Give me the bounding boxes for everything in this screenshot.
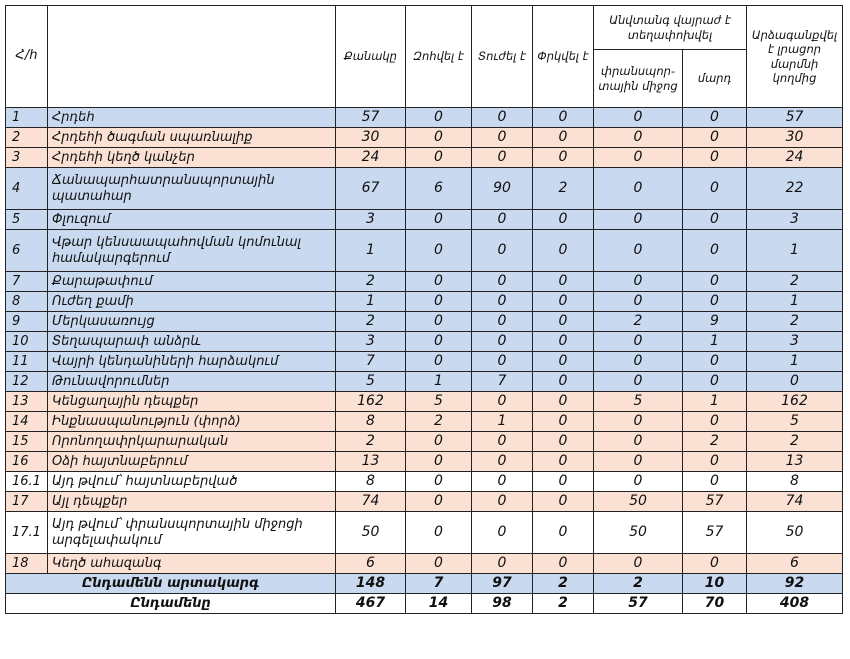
row-index: 13 bbox=[6, 392, 48, 412]
row-value: 2 bbox=[533, 168, 594, 210]
row-index: 12 bbox=[6, 372, 48, 392]
row-name: Հրդեհ bbox=[48, 108, 336, 128]
row-value: 0 bbox=[533, 148, 594, 168]
row-value: 0 bbox=[472, 492, 533, 512]
row-name: Այդ թվում՝ փրանսպորտային միջոցի արգելափակում bbox=[48, 512, 336, 554]
row-value: 6 bbox=[406, 168, 472, 210]
row-value: 0 bbox=[406, 512, 472, 554]
row-value: 57 bbox=[747, 108, 843, 128]
row-name: Կենցաղային դեպքեր bbox=[48, 392, 336, 412]
row-value: 57 bbox=[336, 108, 406, 128]
row-value: 5 bbox=[747, 412, 843, 432]
row-value: 1 bbox=[683, 332, 747, 352]
row-name: Օձի հայտնաբերում bbox=[48, 452, 336, 472]
row-value: 0 bbox=[472, 452, 533, 472]
row-value: 0 bbox=[594, 432, 683, 452]
row-value: 0 bbox=[406, 108, 472, 128]
row-value: 0 bbox=[533, 352, 594, 372]
row-value: 50 bbox=[747, 512, 843, 554]
row-index: 16.1 bbox=[6, 472, 48, 492]
row-value: 6 bbox=[336, 554, 406, 574]
row-value: 0 bbox=[472, 332, 533, 352]
table-row bbox=[6, 168, 843, 210]
summary-value: 408 bbox=[747, 594, 843, 614]
row-value: 3 bbox=[336, 332, 406, 352]
table-row bbox=[6, 210, 843, 230]
col-evacuated-people: մարդ bbox=[683, 50, 747, 108]
table-row bbox=[6, 372, 843, 392]
row-value: 0 bbox=[594, 272, 683, 292]
row-value: 57 bbox=[683, 512, 747, 554]
row-value: 0 bbox=[472, 392, 533, 412]
row-value: 0 bbox=[472, 472, 533, 492]
row-value: 0 bbox=[594, 210, 683, 230]
row-name: Կեղծ ահազանգ bbox=[48, 554, 336, 574]
row-value: 0 bbox=[594, 230, 683, 272]
row-index: 8 bbox=[6, 292, 48, 312]
row-value: 74 bbox=[336, 492, 406, 512]
row-value: 8 bbox=[336, 472, 406, 492]
col-responded: Արձագանքվել է լրացոր մարմնի կողմից bbox=[747, 6, 843, 108]
row-value: 13 bbox=[747, 452, 843, 472]
row-value: 0 bbox=[594, 128, 683, 148]
row-value: 0 bbox=[594, 372, 683, 392]
summary-value: 148 bbox=[336, 574, 406, 594]
row-value: 0 bbox=[406, 452, 472, 472]
summary-value: 10 bbox=[683, 574, 747, 594]
table-row bbox=[6, 352, 843, 372]
summary-value: 467 bbox=[336, 594, 406, 614]
col-total: Քանակը bbox=[336, 6, 406, 108]
row-value: 57 bbox=[683, 492, 747, 512]
col-evacuated-group: Անվտանգ վայրաժ է տեղափոխվել bbox=[594, 6, 747, 50]
row-value: 0 bbox=[533, 292, 594, 312]
row-name: Տեղապարափ անձրև bbox=[48, 332, 336, 352]
row-value: 0 bbox=[406, 128, 472, 148]
summary-value: 57 bbox=[594, 594, 683, 614]
row-index: 15 bbox=[6, 432, 48, 452]
row-name: Որոնողափրկարարական bbox=[48, 432, 336, 452]
row-value: 0 bbox=[594, 332, 683, 352]
row-name: Մերկասառույց bbox=[48, 312, 336, 332]
row-value: 0 bbox=[683, 412, 747, 432]
row-value: 0 bbox=[683, 210, 747, 230]
col-evacuated-vehicle: փրանսպոր-տային միջոց bbox=[594, 50, 683, 108]
row-value: 30 bbox=[747, 128, 843, 148]
row-value: 0 bbox=[472, 352, 533, 372]
row-index: 2 bbox=[6, 128, 48, 148]
row-index: 16 bbox=[6, 452, 48, 472]
row-value: 0 bbox=[683, 372, 747, 392]
row-value: 0 bbox=[533, 412, 594, 432]
row-value: 0 bbox=[472, 292, 533, 312]
summary-row bbox=[6, 574, 843, 594]
row-value: 0 bbox=[406, 210, 472, 230]
row-value: 0 bbox=[533, 472, 594, 492]
row-value: 162 bbox=[336, 392, 406, 412]
row-index: 1 bbox=[6, 108, 48, 128]
row-index: 11 bbox=[6, 352, 48, 372]
row-value: 2 bbox=[747, 272, 843, 292]
col-rescued: Փրկվել է bbox=[533, 6, 594, 108]
row-value: 0 bbox=[533, 432, 594, 452]
row-value: 3 bbox=[747, 210, 843, 230]
row-value: 5 bbox=[336, 372, 406, 392]
row-name: Հրդեհի ծագման սպառնալիք bbox=[48, 128, 336, 148]
row-value: 0 bbox=[472, 230, 533, 272]
summary-value: 98 bbox=[472, 594, 533, 614]
row-value: 0 bbox=[683, 230, 747, 272]
row-value: 0 bbox=[406, 432, 472, 452]
row-value: 0 bbox=[406, 472, 472, 492]
row-value: 0 bbox=[406, 272, 472, 292]
row-value: 0 bbox=[406, 352, 472, 372]
row-value: 7 bbox=[336, 352, 406, 372]
col-victims: Զոհվել է bbox=[406, 6, 472, 108]
row-value: 0 bbox=[683, 292, 747, 312]
row-value: 0 bbox=[533, 554, 594, 574]
row-name: Ուժեղ քամի bbox=[48, 292, 336, 312]
row-name: Փլուզում bbox=[48, 210, 336, 230]
row-value: 0 bbox=[594, 148, 683, 168]
table-row bbox=[6, 452, 843, 472]
row-value: 0 bbox=[406, 554, 472, 574]
row-index: 14 bbox=[6, 412, 48, 432]
row-value: 1 bbox=[336, 292, 406, 312]
row-index: 17.1 bbox=[6, 512, 48, 554]
row-name: Թունավորումներ bbox=[48, 372, 336, 392]
row-value: 0 bbox=[594, 412, 683, 432]
table-row bbox=[6, 332, 843, 352]
row-name: Վայրի կենդանիների հարձակում bbox=[48, 352, 336, 372]
row-value: 0 bbox=[472, 272, 533, 292]
row-index: 10 bbox=[6, 332, 48, 352]
row-value: 1 bbox=[747, 352, 843, 372]
row-value: 1 bbox=[683, 392, 747, 412]
row-value: 0 bbox=[533, 332, 594, 352]
row-value: 0 bbox=[683, 452, 747, 472]
row-value: 7 bbox=[472, 372, 533, 392]
table-row bbox=[6, 230, 843, 272]
row-value: 9 bbox=[683, 312, 747, 332]
row-value: 30 bbox=[336, 128, 406, 148]
row-value: 2 bbox=[336, 312, 406, 332]
row-value: 0 bbox=[533, 512, 594, 554]
summary-value: 70 bbox=[683, 594, 747, 614]
row-name: Վթար կենսաապահովման կոմունալ համակարգերում bbox=[48, 230, 336, 272]
row-value: 0 bbox=[594, 168, 683, 210]
row-value: 6 bbox=[747, 554, 843, 574]
col-index: Հ/հ bbox=[6, 6, 48, 108]
row-value: 50 bbox=[336, 512, 406, 554]
row-index: 17 bbox=[6, 492, 48, 512]
summary-value: 2 bbox=[533, 594, 594, 614]
row-value: 0 bbox=[683, 128, 747, 148]
row-value: 1 bbox=[747, 292, 843, 312]
table-row bbox=[6, 554, 843, 574]
row-value: 0 bbox=[406, 292, 472, 312]
row-value: 0 bbox=[594, 452, 683, 472]
row-value: 0 bbox=[533, 392, 594, 412]
row-value: 1 bbox=[336, 230, 406, 272]
table-row bbox=[6, 272, 843, 292]
row-value: 0 bbox=[533, 492, 594, 512]
row-value: 0 bbox=[683, 554, 747, 574]
row-name: Այդ թվում՝ հայտնաբերված bbox=[48, 472, 336, 492]
row-value: 3 bbox=[747, 332, 843, 352]
row-value: 0 bbox=[472, 108, 533, 128]
row-value: 1 bbox=[747, 230, 843, 272]
row-value: 2 bbox=[594, 312, 683, 332]
col-name bbox=[48, 6, 336, 108]
row-value: 0 bbox=[406, 492, 472, 512]
row-index: 5 bbox=[6, 210, 48, 230]
table-row bbox=[6, 128, 843, 148]
table-row bbox=[6, 472, 843, 492]
row-value: 0 bbox=[683, 108, 747, 128]
row-value: 0 bbox=[683, 352, 747, 372]
row-value: 0 bbox=[472, 512, 533, 554]
row-value: 0 bbox=[533, 230, 594, 272]
row-value: 2 bbox=[336, 272, 406, 292]
row-value: 0 bbox=[472, 432, 533, 452]
row-value: 8 bbox=[747, 472, 843, 492]
incident-table bbox=[5, 5, 843, 614]
row-value: 0 bbox=[594, 292, 683, 312]
row-value: 0 bbox=[533, 272, 594, 292]
row-index: 4 bbox=[6, 168, 48, 210]
summary-value: 7 bbox=[406, 574, 472, 594]
row-value: 0 bbox=[533, 452, 594, 472]
row-name: Քարաթափում bbox=[48, 272, 336, 292]
row-value: 0 bbox=[472, 554, 533, 574]
row-value: 1 bbox=[472, 412, 533, 432]
row-value: 0 bbox=[533, 372, 594, 392]
table-row bbox=[6, 148, 843, 168]
table-row bbox=[6, 292, 843, 312]
row-value: 22 bbox=[747, 168, 843, 210]
table-row bbox=[6, 312, 843, 332]
row-value: 162 bbox=[747, 392, 843, 412]
row-index: 6 bbox=[6, 230, 48, 272]
row-value: 90 bbox=[472, 168, 533, 210]
table-row bbox=[6, 512, 843, 554]
row-value: 0 bbox=[533, 108, 594, 128]
summary-label: Ընդամենն արտակարգ bbox=[6, 574, 336, 594]
row-value: 24 bbox=[747, 148, 843, 168]
row-value: 2 bbox=[747, 432, 843, 452]
row-name: Ինքնասպանություն (փորձ) bbox=[48, 412, 336, 432]
row-value: 2 bbox=[336, 432, 406, 452]
row-index: 18 bbox=[6, 554, 48, 574]
row-value: 0 bbox=[406, 312, 472, 332]
row-value: 74 bbox=[747, 492, 843, 512]
row-index: 9 bbox=[6, 312, 48, 332]
row-value: 5 bbox=[594, 392, 683, 412]
row-value: 3 bbox=[336, 210, 406, 230]
row-value: 1 bbox=[406, 372, 472, 392]
row-value: 2 bbox=[747, 312, 843, 332]
row-value: 0 bbox=[472, 312, 533, 332]
row-value: 0 bbox=[683, 168, 747, 210]
row-value: 0 bbox=[594, 554, 683, 574]
summary-value: 14 bbox=[406, 594, 472, 614]
row-value: 2 bbox=[406, 412, 472, 432]
table-row bbox=[6, 492, 843, 512]
row-value: 0 bbox=[594, 472, 683, 492]
row-value: 0 bbox=[533, 210, 594, 230]
summary-value: 97 bbox=[472, 574, 533, 594]
row-value: 0 bbox=[594, 352, 683, 372]
row-name: Այլ դեպքեր bbox=[48, 492, 336, 512]
row-value: 13 bbox=[336, 452, 406, 472]
row-value: 8 bbox=[336, 412, 406, 432]
row-value: 0 bbox=[747, 372, 843, 392]
row-value: 24 bbox=[336, 148, 406, 168]
summary-value: 92 bbox=[747, 574, 843, 594]
row-value: 0 bbox=[594, 108, 683, 128]
row-value: 5 bbox=[406, 392, 472, 412]
row-index: 3 bbox=[6, 148, 48, 168]
row-value: 0 bbox=[683, 472, 747, 492]
row-value: 0 bbox=[472, 210, 533, 230]
row-name: Հրդեհի կեղծ կանչեր bbox=[48, 148, 336, 168]
summary-row bbox=[6, 594, 843, 614]
row-value: 0 bbox=[472, 148, 533, 168]
summary-label: Ընդամենը bbox=[6, 594, 336, 614]
row-value: 2 bbox=[683, 432, 747, 452]
row-value: 0 bbox=[683, 148, 747, 168]
row-value: 0 bbox=[406, 230, 472, 272]
col-injured: Տուժել է bbox=[472, 6, 533, 108]
row-value: 0 bbox=[533, 128, 594, 148]
row-value: 50 bbox=[594, 512, 683, 554]
table-row bbox=[6, 412, 843, 432]
row-value: 0 bbox=[472, 128, 533, 148]
row-value: 67 bbox=[336, 168, 406, 210]
row-value: 0 bbox=[406, 332, 472, 352]
row-value: 50 bbox=[594, 492, 683, 512]
summary-value: 2 bbox=[594, 574, 683, 594]
row-value: 0 bbox=[406, 148, 472, 168]
row-value: 0 bbox=[683, 272, 747, 292]
row-name: Ճանապարհատրանսպորտային պատահար bbox=[48, 168, 336, 210]
table-row bbox=[6, 432, 843, 452]
row-value: 0 bbox=[533, 312, 594, 332]
table-row bbox=[6, 108, 843, 128]
table-row bbox=[6, 392, 843, 412]
summary-value: 2 bbox=[533, 574, 594, 594]
row-index: 7 bbox=[6, 272, 48, 292]
